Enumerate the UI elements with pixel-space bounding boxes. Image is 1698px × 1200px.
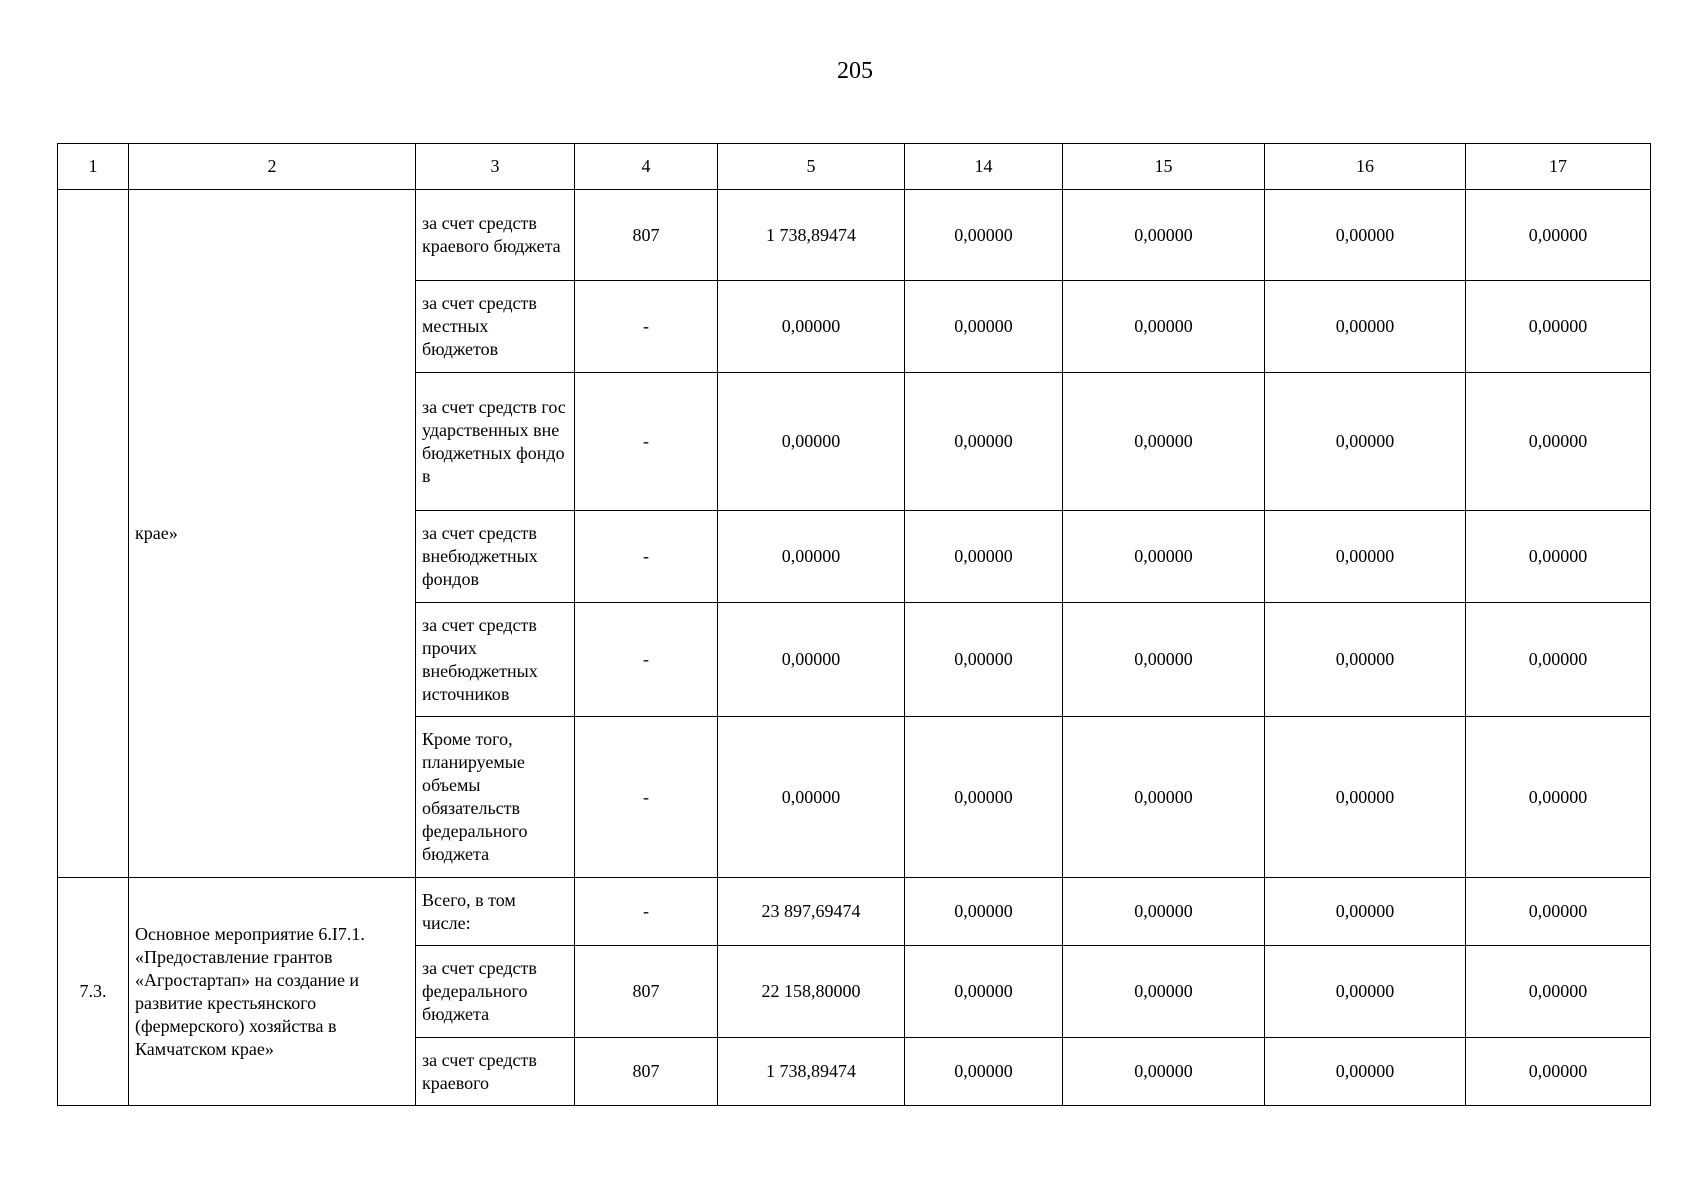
value-cell-14: 0,00000 — [905, 717, 1063, 878]
table-row — [58, 190, 1651, 281]
value-cell-14: 0,00000 — [905, 511, 1063, 603]
value-cell-15: 0,00000 — [1063, 511, 1265, 603]
funding-source-cell: за счет средств местных бюджетов — [416, 281, 575, 373]
code-cell: - — [575, 717, 718, 878]
code-cell: - — [575, 281, 718, 373]
header-cell: 4 — [575, 144, 718, 190]
header-row — [58, 144, 1651, 190]
page-number: 205 — [837, 58, 873, 84]
code-cell: 807 — [575, 1038, 718, 1106]
value-cell-5: 22 158,80000 — [718, 946, 905, 1038]
funding-source-cell: за счет средств государственных внебюджетных фондов — [416, 373, 575, 511]
value-cell-15: 0,00000 — [1063, 1038, 1265, 1106]
value-cell-5: 1 738,89474 — [718, 190, 905, 281]
value-cell-16: 0,00000 — [1265, 373, 1466, 511]
value-cell-17: 0,00000 — [1466, 1038, 1651, 1106]
value-cell-16: 0,00000 — [1265, 878, 1466, 946]
value-cell-14: 0,00000 — [905, 878, 1063, 946]
code-cell: - — [575, 878, 718, 946]
value-cell-5: 0,00000 — [718, 373, 905, 511]
code-cell: 807 — [575, 946, 718, 1038]
value-cell-17: 0,00000 — [1466, 511, 1651, 603]
code-cell: 807 — [575, 190, 718, 281]
value-cell-5: 0,00000 — [718, 511, 905, 603]
value-cell-17: 0,00000 — [1466, 373, 1651, 511]
value-cell-14: 0,00000 — [905, 281, 1063, 373]
value-cell-17: 0,00000 — [1466, 603, 1651, 717]
value-cell-17: 0,00000 — [1466, 281, 1651, 373]
value-cell-5: 0,00000 — [718, 281, 905, 373]
header-cell: 14 — [905, 144, 1063, 190]
value-cell-15: 0,00000 — [1063, 946, 1265, 1038]
value-cell-17: 0,00000 — [1466, 190, 1651, 281]
value-cell-15: 0,00000 — [1063, 373, 1265, 511]
value-cell-16: 0,00000 — [1265, 603, 1466, 717]
header-cell: 5 — [718, 144, 905, 190]
funding-source-cell: за счет средств краевого бюджета — [416, 190, 575, 281]
table-row — [58, 878, 1651, 946]
header-cell: 16 — [1265, 144, 1466, 190]
value-cell-16: 0,00000 — [1265, 511, 1466, 603]
value-cell-16: 0,00000 — [1265, 190, 1466, 281]
value-cell-5: 0,00000 — [718, 717, 905, 878]
activity-name-cell: Основное мероприятие 6.I7.1. «Предоставление грантов «Агростартап» на создание и развитие крестьянского (фермерского) хозяйства в Камчатском крае» — [129, 878, 416, 1106]
row-number-cell: 7.3. — [58, 878, 129, 1106]
value-cell-14: 0,00000 — [905, 603, 1063, 717]
value-cell-14: 0,00000 — [905, 1038, 1063, 1106]
value-cell-17: 0,00000 — [1466, 717, 1651, 878]
value-cell-16: 0,00000 — [1265, 281, 1466, 373]
funding-source-cell: Кроме того, планируемые объемы обязательств федерального бюджета — [416, 717, 575, 878]
activity-name-cell: крае» — [129, 190, 416, 878]
code-cell: - — [575, 373, 718, 511]
value-cell-15: 0,00000 — [1063, 281, 1265, 373]
value-cell-14: 0,00000 — [905, 946, 1063, 1038]
header-cell: 15 — [1063, 144, 1265, 190]
code-cell: - — [575, 511, 718, 603]
value-cell-16: 0,00000 — [1265, 946, 1466, 1038]
code-cell: - — [575, 603, 718, 717]
budget-table — [57, 143, 1651, 1106]
funding-source-cell: Всего, в том числе: — [416, 878, 575, 946]
value-cell-15: 0,00000 — [1063, 717, 1265, 878]
value-cell-16: 0,00000 — [1265, 1038, 1466, 1106]
funding-source-cell: за счет средств краевого — [416, 1038, 575, 1106]
value-cell-15: 0,00000 — [1063, 603, 1265, 717]
header-cell: 3 — [416, 144, 575, 190]
value-cell-5: 1 738,89474 — [718, 1038, 905, 1106]
value-cell-17: 0,00000 — [1466, 946, 1651, 1038]
value-cell-14: 0,00000 — [905, 373, 1063, 511]
header-cell: 17 — [1466, 144, 1651, 190]
funding-source-cell: за счет средств федерального бюджета — [416, 946, 575, 1038]
header-cell: 1 — [58, 144, 129, 190]
value-cell-14: 0,00000 — [905, 190, 1063, 281]
value-cell-5: 0,00000 — [718, 603, 905, 717]
value-cell-17: 0,00000 — [1466, 878, 1651, 946]
row-number-cell — [58, 190, 129, 878]
value-cell-15: 0,00000 — [1063, 878, 1265, 946]
value-cell-5: 23 897,69474 — [718, 878, 905, 946]
header-cell: 2 — [129, 144, 416, 190]
value-cell-15: 0,00000 — [1063, 190, 1265, 281]
funding-source-cell: за счет средств внебюджетных фондов — [416, 511, 575, 603]
funding-source-cell: за счет средств прочих внебюджетных источников — [416, 603, 575, 717]
value-cell-16: 0,00000 — [1265, 717, 1466, 878]
